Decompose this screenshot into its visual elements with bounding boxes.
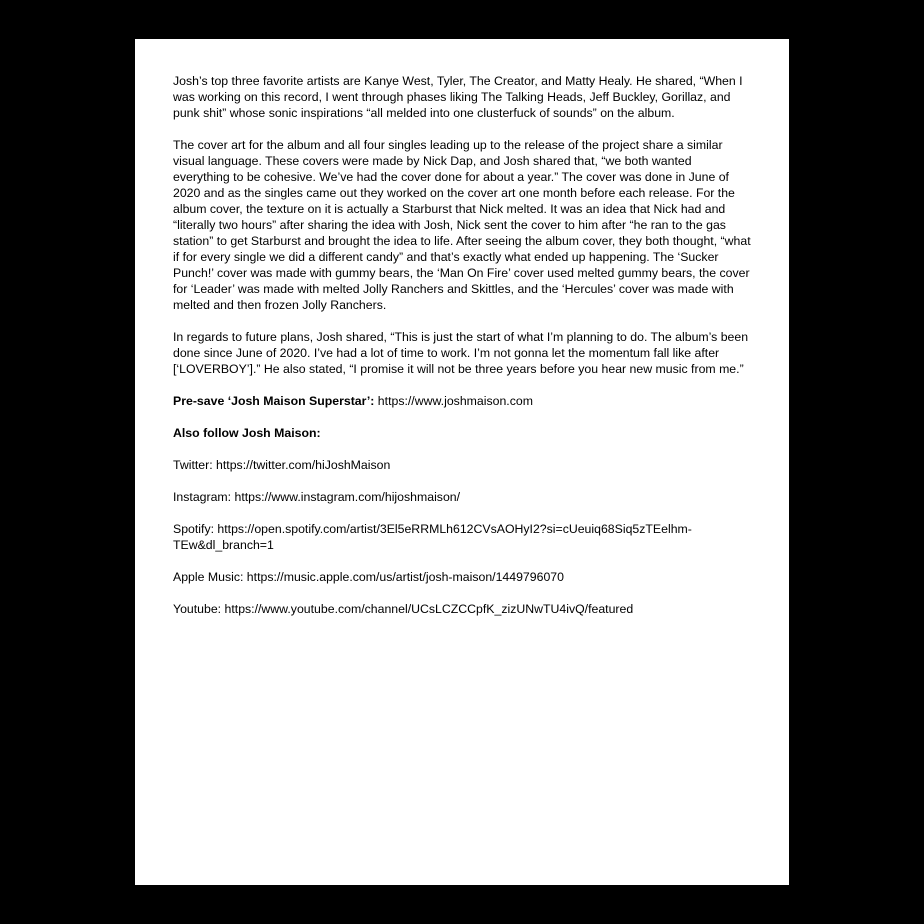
youtube-link: Youtube: https://www.youtube.com/channel/UCsLCZCCpfK_zizUNwTU4ivQ/featured — [173, 602, 634, 616]
document-body — [173, 73, 751, 633]
follow-heading: Also follow Josh Maison: — [173, 426, 321, 440]
spotify-link-line1: Spotify: https://open.spotify.com/artist/3El5eRRMLh612CVsAOHyI2?si=cUeuiq68Siq5zTEelhm- — [173, 522, 692, 536]
paragraph-favorite-artists: Josh’s top three favorite artists are Kanye West, Tyler, The Creator, and Matty Healy. He shared, “When I was working on this record, I went through phases liking The Talking Heads, Jeff Buckley, Gorillaz, and punk shit” whose sonic inspirations “all melded into one clusterfuck of sounds” on the album. — [173, 74, 743, 120]
presave-url: https://www.joshmaison.com — [374, 394, 533, 408]
spotify-link — [173, 521, 751, 553]
document-page — [135, 39, 789, 885]
presave-line — [173, 393, 751, 409]
spotify-link-line2: TEw&dl_branch=1 — [173, 538, 274, 552]
paragraph-cover-art: The cover art for the album and all four singles leading up to the release of the project share a similar visual language. These covers were made by Nick Dap, and Josh shared that, “we both wanted everything to be cohesive. We’ve had the cover done for about a year.” The cover was done in June of 2020 and as the singles came out they worked on the cover art one month before each release. For the album cover, the texture on it is actually a Starburst that Nick melted. It was an idea that Nick had and “literally two hours” after sharing the idea with Josh, Nick sent the cover to him after “he ran to the gas station” to get Starburst and brought the idea to life. After seeing the album cover, they both thought, “what if for every single we did a different candy” and that’s exactly what ended up happening. The ‘Sucker Punch!’ cover was made with gummy bears, the ‘Man On Fire’ cover used melted gummy bears, the cover for ‘Leader’ was made with melted Jolly Ranchers and Skittles, and the ‘Hercules’ cover was made with melted and then frozen Jolly Ranchers. — [173, 138, 751, 312]
apple-music-link: Apple Music: https://music.apple.com/us/artist/josh-maison/1449796070 — [173, 570, 564, 584]
paragraph-future-plans: In regards to future plans, Josh shared, “This is just the start of what I’m planning to do. The album’s been done since June of 2020. I’ve had a lot of time to work. I’m not gonna let the momentum fall like after [‘LOVERBOY’].” He also stated, “I promise it will not be three years before you hear new music from me.” — [173, 330, 749, 376]
instagram-link: Instagram: https://www.instagram.com/hijoshmaison/ — [173, 490, 461, 504]
twitter-link: Twitter: https://twitter.com/hiJoshMaison — [173, 458, 391, 472]
presave-label: Pre-save ‘Josh Maison Superstar’: — [173, 394, 375, 408]
